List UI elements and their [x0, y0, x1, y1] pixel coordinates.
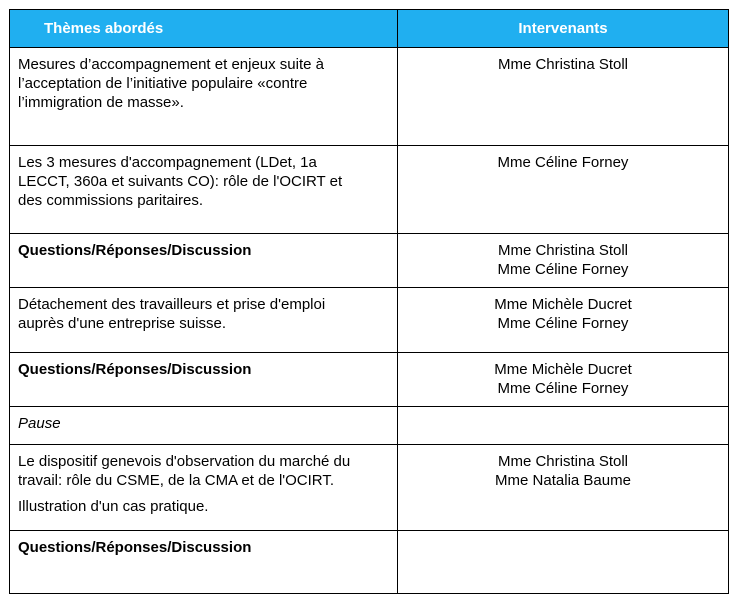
topic-cell	[10, 531, 398, 594]
topic-line: LECCT, 360a et suivants CO): rôle de l'OCIRT et	[18, 173, 343, 190]
program-table	[9, 9, 729, 594]
topic-line: l’immigration de masse».	[18, 94, 184, 111]
topic-line: Questions/Réponses/Discussion	[18, 539, 252, 556]
speaker-name: Mme Céline Forney	[497, 261, 629, 278]
topic-line: l’acceptation de l’initiative populaire «contre	[18, 75, 308, 92]
speakers-cell	[398, 146, 729, 234]
header-topics: Thèmes abordés	[10, 10, 398, 48]
speaker-name: Mme Céline Forney	[497, 380, 629, 397]
topic-line: Détachement des travailleurs et prise d'emploi	[18, 296, 326, 313]
topic-line: Pause	[18, 415, 61, 432]
table-header-row	[10, 10, 729, 48]
speakers-cell	[398, 531, 729, 594]
table-row	[10, 531, 729, 594]
topic-cell	[10, 146, 398, 234]
table-row	[10, 234, 729, 288]
speaker-name: Mme Christina Stoll	[497, 242, 629, 259]
header-speakers: Intervenants	[398, 10, 729, 48]
topic-line: Mesures d’accompagnement et enjeux suite à	[18, 56, 325, 73]
topic-cell	[10, 48, 398, 146]
table-row	[10, 48, 729, 146]
speakers-cell	[398, 234, 729, 288]
speaker-name: Mme Michèle Ducret	[494, 296, 632, 313]
table-row	[10, 445, 729, 531]
speakers-cell	[398, 288, 729, 353]
topic-line: Les 3 mesures d'accompagnement (LDet, 1a	[18, 154, 317, 171]
topic-cell	[10, 353, 398, 407]
speakers-cell	[398, 445, 729, 531]
speaker-name: Mme Michèle Ducret	[494, 361, 632, 378]
topic-cell	[10, 407, 398, 445]
speakers-cell	[398, 407, 729, 445]
topic-line: auprès d'une entreprise suisse.	[18, 315, 226, 332]
table-row	[10, 407, 729, 445]
topic-cell	[10, 234, 398, 288]
topic-line: Questions/Réponses/Discussion	[18, 242, 252, 259]
table-row	[10, 146, 729, 234]
topic-line: Questions/Réponses/Discussion	[18, 361, 252, 378]
table-row	[10, 353, 729, 407]
speaker-name: Mme Natalia Baume	[495, 472, 631, 489]
speaker-name: Mme Céline Forney	[497, 315, 629, 332]
speaker-name: Mme Céline Forney	[497, 154, 629, 171]
topic-extra-line: Illustration d'un cas pratique.	[18, 498, 209, 515]
topic-cell	[10, 288, 398, 353]
speaker-name: Mme Christina Stoll	[497, 56, 629, 73]
topic-line: des commissions paritaires.	[18, 192, 204, 209]
topic-line: Le dispositif genevois d'observation du marché du	[18, 453, 351, 470]
speaker-name: Mme Christina Stoll	[497, 453, 629, 470]
topic-cell	[10, 445, 398, 531]
speakers-cell	[398, 353, 729, 407]
topic-line: travail: rôle du CSME, de la CMA et de l'OCIRT.	[18, 472, 335, 489]
table-row	[10, 288, 729, 353]
speakers-cell	[398, 48, 729, 146]
